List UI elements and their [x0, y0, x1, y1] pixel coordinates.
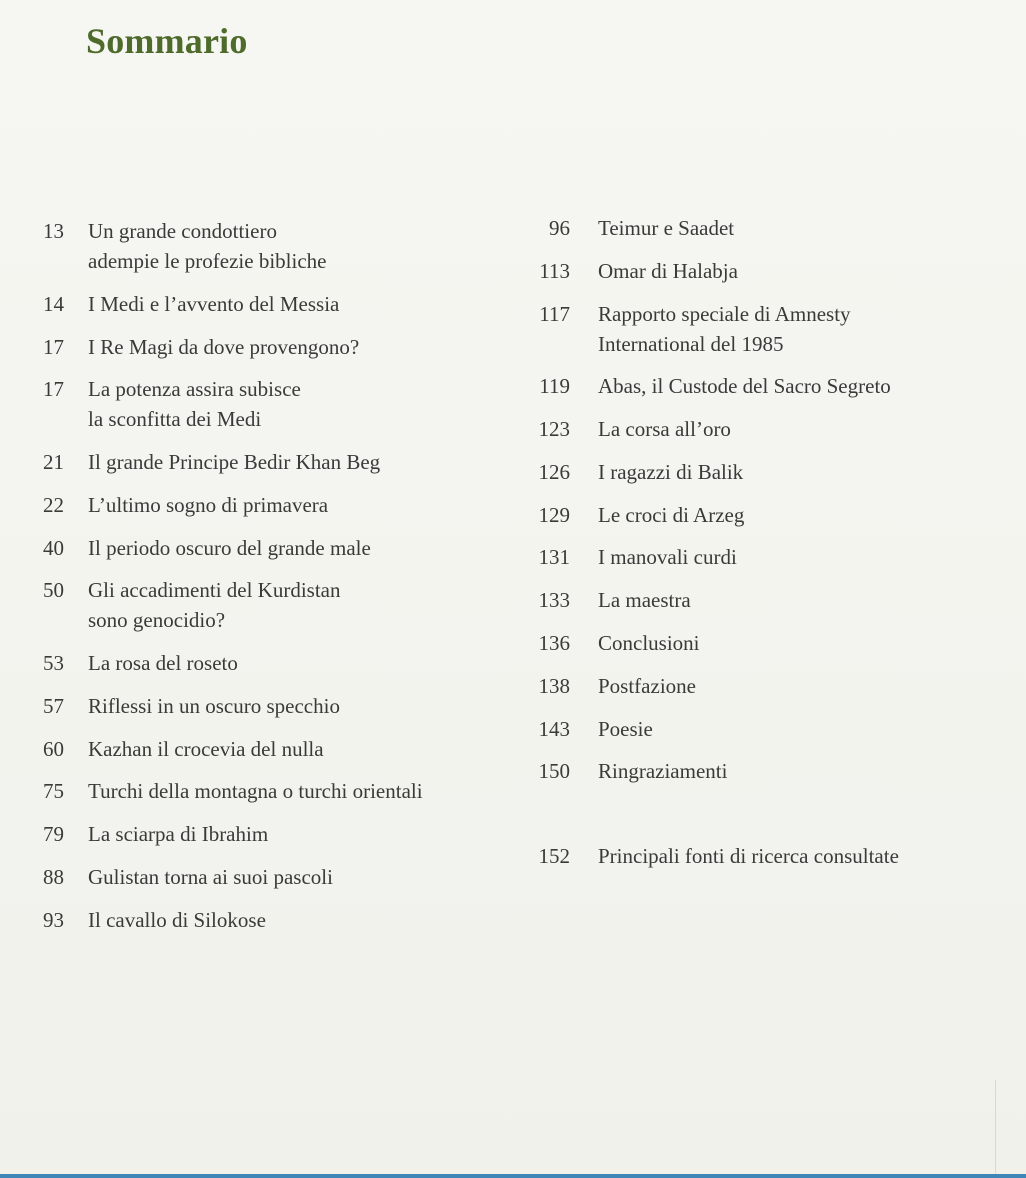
toc-entry [530, 756, 727, 786]
toc-page-number: 57 [43, 694, 64, 718]
toc-entry [30, 216, 326, 276]
toc-entry [30, 289, 339, 319]
toc-entry [530, 714, 653, 744]
toc-page-number: 22 [43, 493, 64, 517]
toc-page-number: 53 [43, 651, 64, 675]
toc-entry-title: Gli accadimenti del Kurdistan sono genocidio? [88, 578, 341, 632]
toc-entry-title: La maestra [598, 588, 691, 612]
toc-page-number: 40 [43, 536, 64, 560]
toc-entry-title: Rapporto speciale di Amnesty International del 1985 [598, 302, 851, 356]
toc-entry [30, 905, 266, 935]
toc-page-number: 119 [539, 374, 570, 398]
toc-entry-title: La corsa all’oro [598, 417, 731, 441]
toc-entry-title: Le croci di Arzeg [598, 503, 745, 527]
toc-entry [30, 490, 328, 520]
toc-entry [530, 671, 696, 701]
toc-page-number: 75 [43, 779, 64, 803]
toc-entry [530, 585, 691, 615]
toc-entry [530, 457, 743, 487]
toc-entry-title: Ringraziamenti [598, 759, 728, 783]
toc-entry-title: L’ultimo sogno di primavera [88, 493, 329, 517]
toc-entry [530, 542, 737, 572]
toc-entry-title: La potenza assira subisce la sconfitta dei Medi [88, 377, 301, 431]
toc-page-number: 17 [43, 377, 64, 401]
toc-page-number: 123 [538, 417, 570, 441]
toc-page-number: 50 [43, 578, 64, 602]
toc-entry [530, 256, 738, 286]
toc-entry [530, 299, 851, 359]
toc-page-number: 60 [43, 737, 64, 761]
toc-entry-title: Abas, il Custode del Sacro Segreto [598, 374, 891, 398]
toc-page-number: 150 [538, 759, 570, 783]
toc-entry-title: Il grande Principe Bedir Khan Beg [88, 450, 381, 474]
toc-right-column [530, 213, 1000, 893]
toc-entry-title: I Re Magi da dove provengono? [88, 335, 360, 359]
toc-entry-title: La sciarpa di Ibrahim [88, 822, 269, 846]
toc-entry [530, 841, 899, 871]
toc-entry-title: Il periodo oscuro del grande male [88, 536, 371, 560]
toc-entry-title: Postfazione [598, 674, 696, 698]
toc-page-number: 88 [43, 865, 64, 889]
toc-entry [30, 691, 340, 721]
toc-entry-title: Riflessi in un oscuro specchio [88, 694, 340, 718]
toc-entry-title: I Medi e l’avvento del Messia [88, 292, 340, 316]
toc-page-number: 136 [538, 631, 570, 655]
toc-page-number: 113 [539, 259, 570, 283]
toc-entry [30, 734, 324, 764]
toc-entry-title: Poesie [598, 717, 653, 741]
toc-page-number: 96 [549, 216, 570, 240]
toc-page-number: 129 [538, 503, 570, 527]
toc-entry-title: I manovali curdi [598, 545, 737, 569]
toc-page-number: 17 [43, 335, 64, 359]
toc-entry [30, 776, 423, 806]
page-title: Sommario [86, 21, 248, 61]
toc-entry-title: Turchi della montagna o turchi orientali [88, 779, 423, 803]
page-edge-line [995, 1080, 996, 1174]
toc-entry-title: I ragazzi di Balik [598, 460, 744, 484]
toc-entry-title: Gulistan torna ai suoi pascoli [88, 865, 333, 889]
toc-page-number: 117 [539, 302, 570, 326]
toc-entry [530, 500, 744, 530]
toc-entry [30, 862, 333, 892]
toc-entry-title: Un grande condottiero adempie le profezie bibliche [88, 219, 327, 273]
toc-entry [30, 575, 341, 635]
toc-page-number: 93 [43, 908, 64, 932]
toc-page-number: 79 [43, 822, 64, 846]
toc-entry-title: Omar di Halabja [598, 259, 738, 283]
toc-page-number: 133 [538, 588, 570, 612]
toc-page-number: 126 [538, 460, 570, 484]
toc-entry-title: Kazhan il crocevia del nulla [88, 737, 324, 761]
toc-entry-title: La rosa del roseto [88, 651, 238, 675]
toc-page-number: 131 [538, 545, 570, 569]
toc-entry [30, 374, 301, 434]
toc-page-number: 138 [538, 674, 570, 698]
toc-entry-title: Principali fonti di ricerca consultate [598, 844, 899, 868]
toc-entry-title: Conclusioni [598, 631, 700, 655]
bottom-edge-strip [0, 1174, 1026, 1178]
toc-page-number: 13 [43, 219, 64, 243]
toc-entry [30, 819, 268, 849]
toc-entry [530, 414, 731, 444]
toc-page-number: 143 [538, 717, 570, 741]
toc-entry [530, 628, 700, 658]
toc-page-number: 152 [538, 844, 570, 868]
toc-entry [30, 533, 371, 563]
toc-left-column [30, 216, 500, 956]
toc-entry [30, 648, 238, 678]
toc-entry-title: Teimur e Saadet [598, 216, 735, 240]
toc-page-number: 21 [43, 450, 64, 474]
toc-entry [530, 371, 891, 401]
toc-entry [530, 213, 734, 243]
toc-entry [30, 447, 380, 477]
toc-entry-title: Il cavallo di Silokose [88, 908, 266, 932]
toc-entry [30, 332, 359, 362]
toc-page-number: 14 [43, 292, 64, 316]
